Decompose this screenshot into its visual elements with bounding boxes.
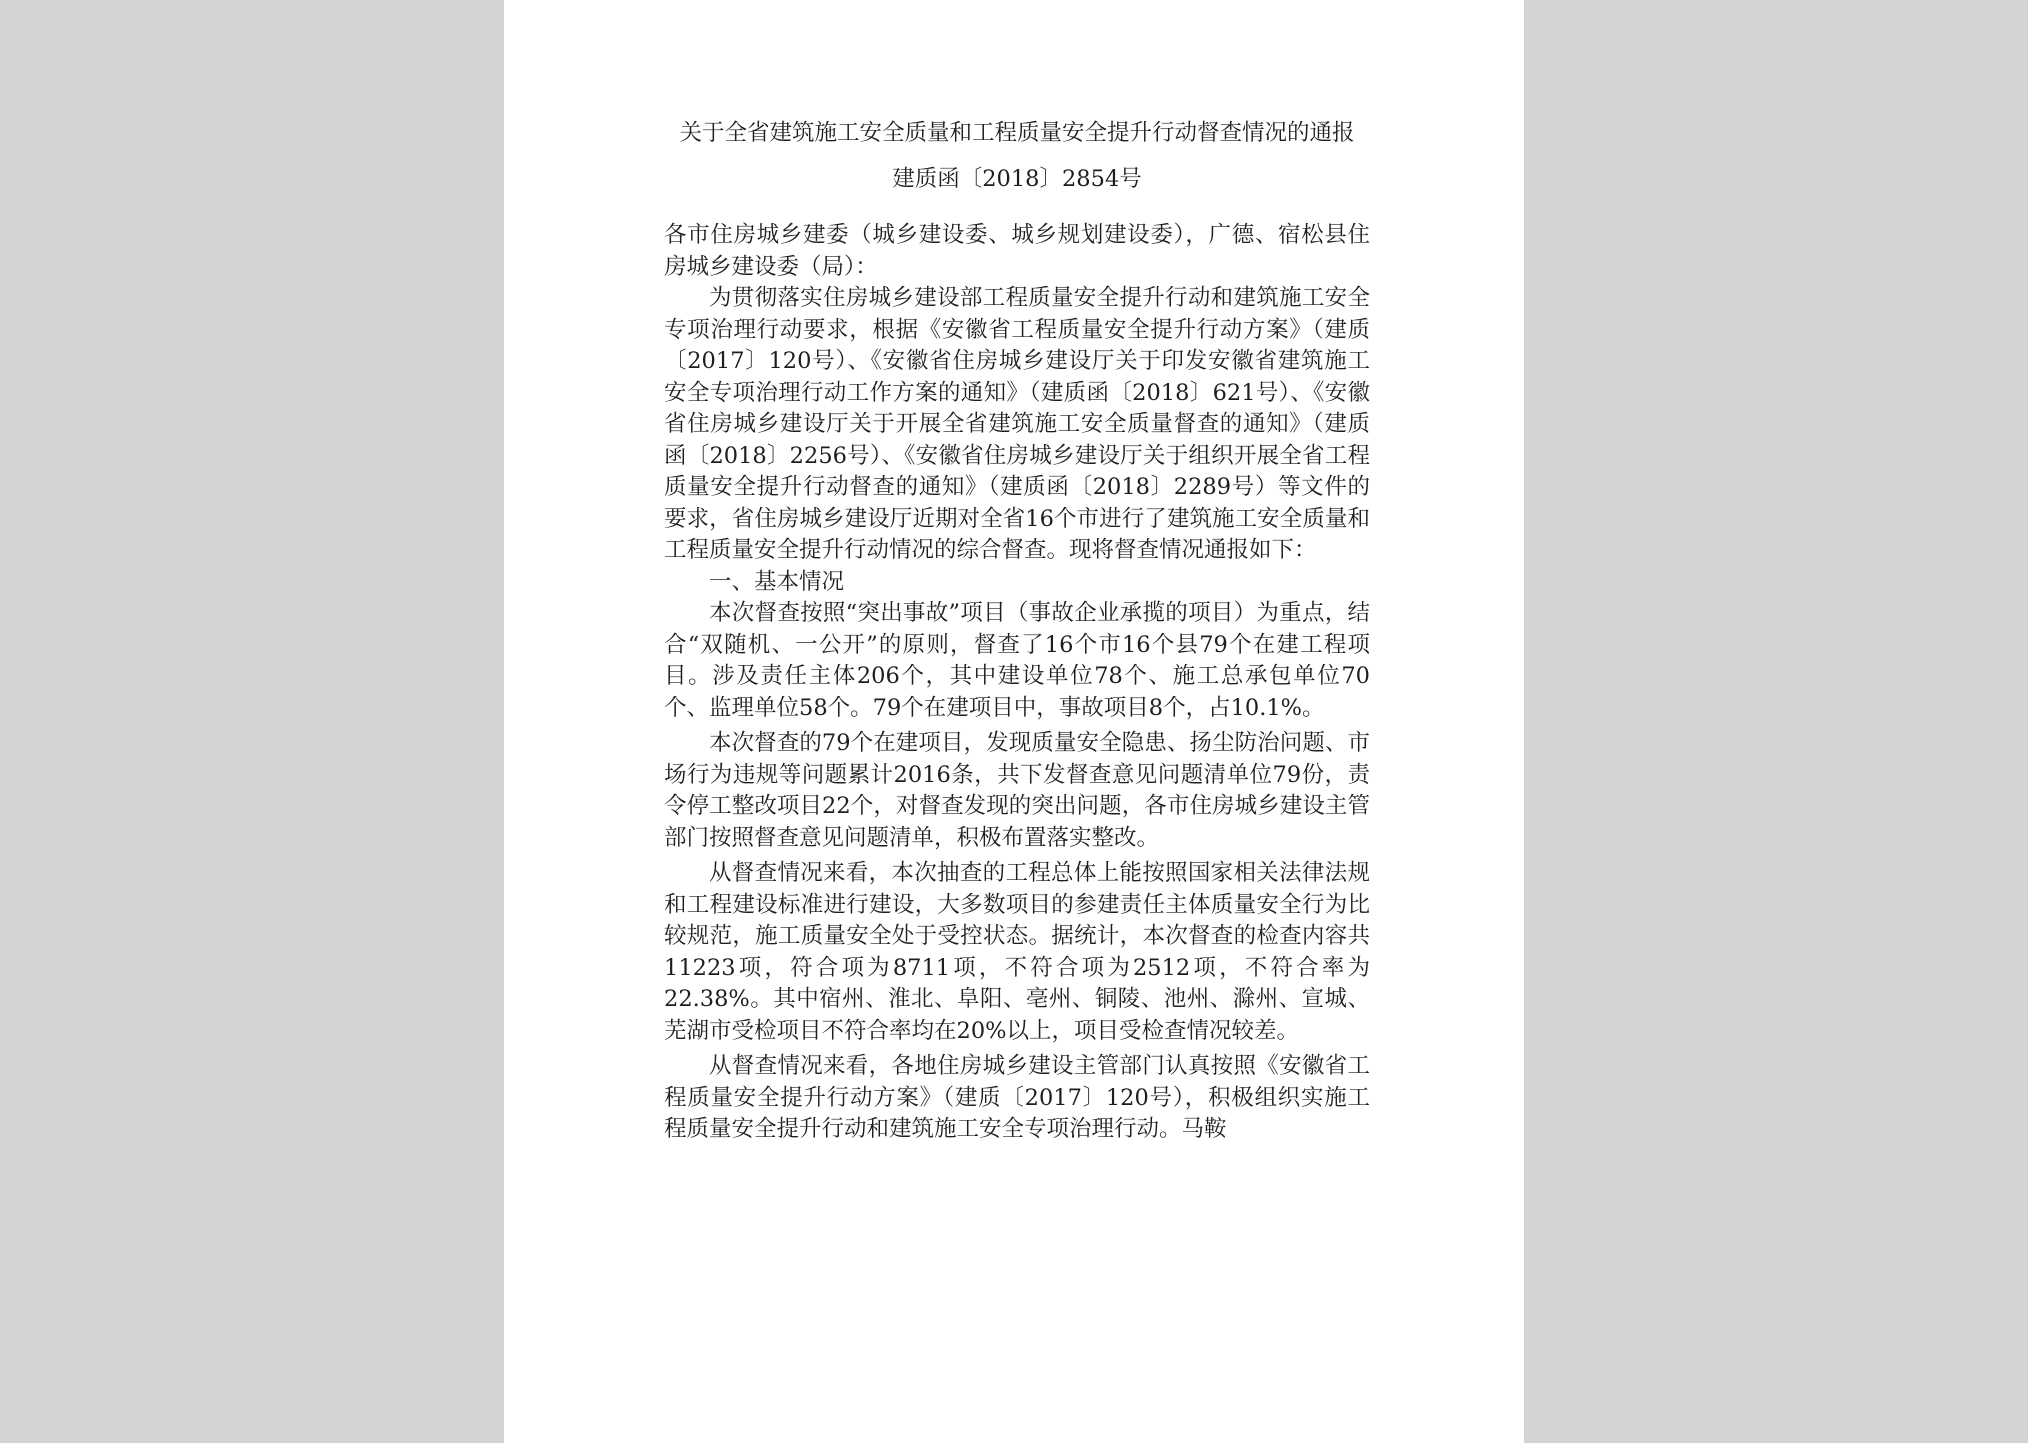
page-content: [664, 118, 1370, 1146]
document-title: 关于全省建筑施工安全质量和工程质量安全提升行动督查情况的通报: [679, 120, 1355, 146]
section-heading: 一、基本情况: [709, 568, 845, 595]
paragraph-intro: 为贯彻落实住房城乡建设部工程质量安全提升行动和建筑施工安全专项治理行动要求，根据《安徽省工程质量安全提升行动方案》（建质〔2017〕120号）、《安徽省住房城乡建设厅关于印发安徽省建筑施工安全专项治理行动工作方案的通知》（建质函〔2018〕621号）、《安徽省住房城乡建设厅关于开展全省建筑施工安全质量督查的通知》（建质函〔2018〕2256号）、《安徽省住房城乡建设厅关于组织开展全省工程质量安全提升行动督查的通知》（建质函〔2018〕2289号）等文件的要求，省住房城乡建设厅近期对全省16个市进行了建筑施工安全质量和工程质量安全提升行动情况的综合督查。现将督查情况通报如下：: [664, 285, 1370, 563]
paragraph-statistics: 从督查情况来看，本次抽查的工程总体上能按照国家相关法律法规和工程建设标准进行建设，大多数项目的参建责任主体质量安全行为比较规范，施工质量安全处于受控状态。据统计，本次督查的检查内容共11223项，符合项为8711项，不符合项为2512项，不符合率为22.38%。其中宿州、淮北、阜阳、亳州、铜陵、池州、滁州、宣城、芜湖市受检项目不符合率均在20%以上，项目受检查情况较差。: [664, 860, 1370, 1044]
paragraph-findings: 本次督查的79个在建项目，发现质量安全隐患、扬尘防治问题、市场行为违规等问题累计2016条，共下发督查意见问题清单位79份，责令停工整改项目22个，对督查发现的突出问题，各市住房城乡建设主管部门按照督查意见问题清单，积极布置落实整改。: [664, 730, 1370, 851]
paragraph-implementation: 从督查情况来看，各地住房城乡建设主管部门认真按照《安徽省工程质量安全提升行动方案》（建质〔2017〕120号），积极组织实施工程质量安全提升行动和建筑施工安全专项治理行动。马鞍: [664, 1053, 1370, 1142]
salutation: 各市住房城乡建委（城乡建设委、城乡规划建设委），广德、宿松县住房城乡建设委（局）：: [664, 222, 1370, 280]
document-number: 建质函〔2018〕2854号: [892, 165, 1142, 192]
document-page: [504, 0, 1524, 1443]
paragraph-scope: 本次督查按照“突出事故”项目（事故企业承揽的项目）为重点，结合“双随机、一公开”的原则，督查了16个市16个县79个在建工程项目。涉及责任主体206个，其中建设单位78个、施工总承包单位70个、监理单位58个。79个在建项目中，事故项目8个，占10.1%。: [664, 600, 1370, 721]
